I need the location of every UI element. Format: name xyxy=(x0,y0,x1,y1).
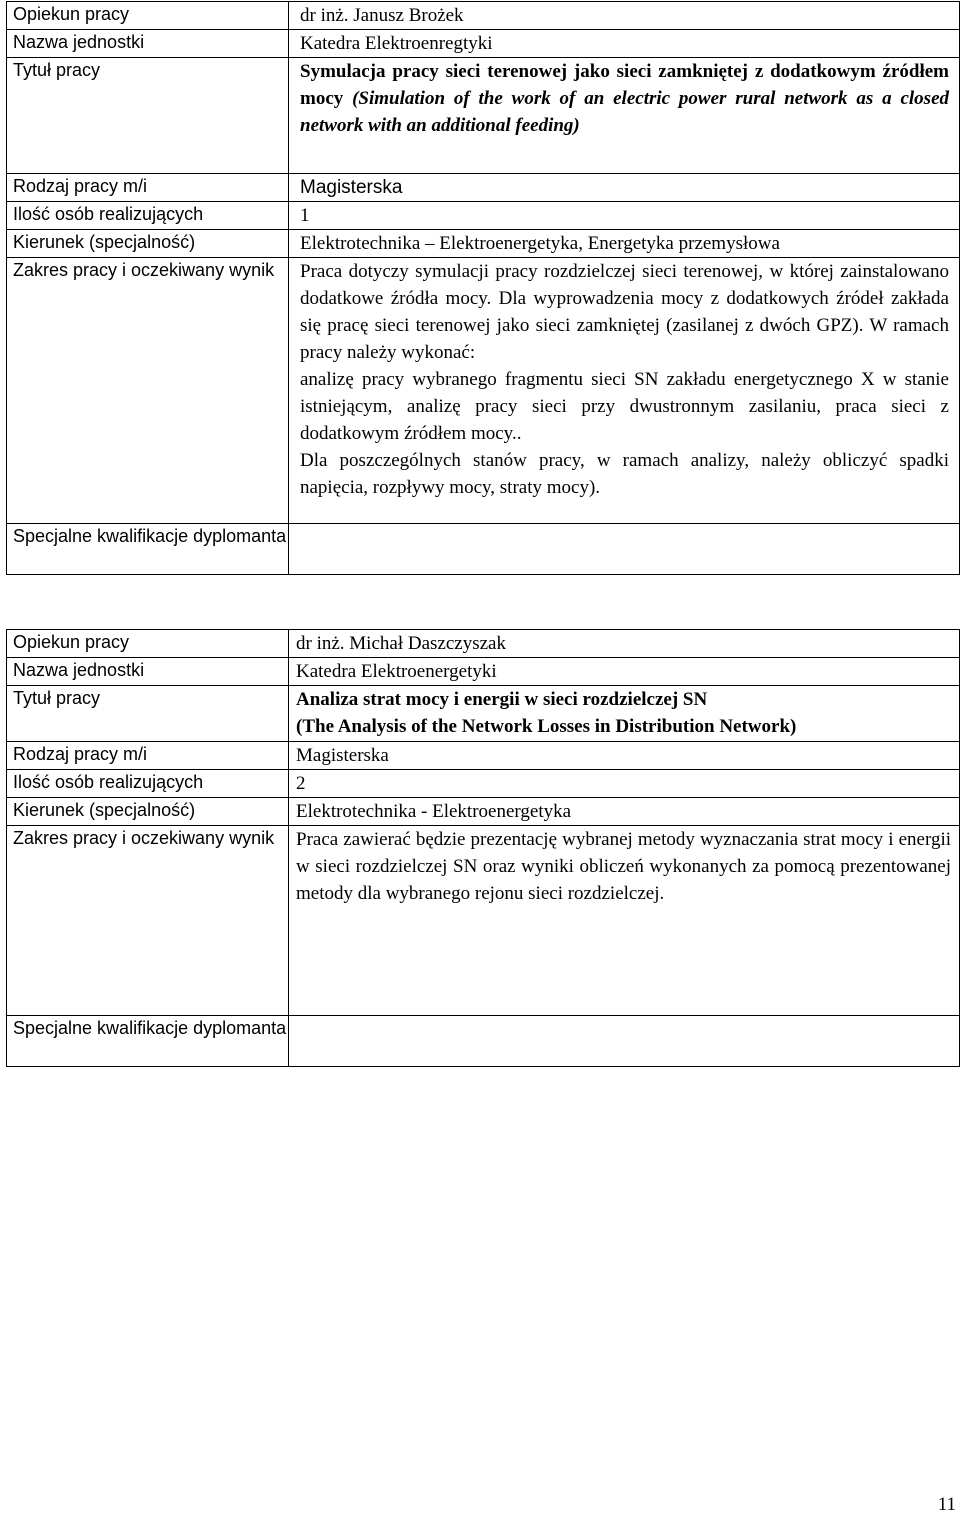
label-title: Tytuł pracy xyxy=(7,58,289,174)
value-type: Magisterska xyxy=(289,174,960,202)
value-persons: 2 xyxy=(289,770,960,798)
label-scope: Zakres pracy i oczekiwany wynik xyxy=(7,826,289,1016)
row-field xyxy=(7,230,960,258)
row-supervisor xyxy=(7,2,960,30)
row-type xyxy=(7,174,960,202)
label-title: Tytuł pracy xyxy=(7,686,289,742)
value-title xyxy=(289,58,960,174)
row-persons xyxy=(7,770,960,798)
label-field: Kierunek (specjalność) xyxy=(7,230,289,258)
value-field: Elektrotechnika - Elektroenergetyka xyxy=(289,798,960,826)
row-title xyxy=(7,686,960,742)
label-type: Rodzaj pracy m/i xyxy=(7,742,289,770)
title-english: (Simulation of the work of an electric power rural network as a closed network with an additional feeding) xyxy=(300,88,949,136)
row-title xyxy=(7,58,960,174)
value-title xyxy=(289,686,960,742)
label-qualifications: Specjalne kwalifikacje dyplomanta xyxy=(7,1016,289,1067)
value-qualifications xyxy=(289,524,960,575)
label-type: Rodzaj pracy m/i xyxy=(7,174,289,202)
thesis-card-1 xyxy=(6,1,960,575)
row-scope xyxy=(7,258,960,524)
row-qualifications xyxy=(7,524,960,575)
title-polish: Analiza strat mocy i energii w sieci rozdzielczej SN xyxy=(296,689,708,710)
label-supervisor: Opiekun pracy xyxy=(7,2,289,30)
row-scope xyxy=(7,826,960,1016)
value-type: Magisterska xyxy=(289,742,960,770)
thesis-card-2 xyxy=(6,629,960,1067)
scope-paragraph: Praca zawierać będzie prezentację wybranej metody wyznaczania strat mocy i energii w sieci rozdzielczej SN oraz wyniki obliczeń wykonanych za pomocą prezentowanej metody dla wybranego rejonu sieci rozdzielczej. xyxy=(296,829,951,904)
label-field: Kierunek (specjalność) xyxy=(7,798,289,826)
row-unit xyxy=(7,658,960,686)
label-unit: Nazwa jednostki xyxy=(7,30,289,58)
value-qualifications xyxy=(289,1016,960,1067)
value-unit: Katedra Elektroenergetyki xyxy=(289,658,960,686)
scope-paragraph: Praca dotyczy symulacji pracy rozdzielczej sieci terenowej, w której zainstalowano dodatkowe źródła mocy. Dla wyprowadzenia mocy z dodatkowych źródeł zakłada się pracę sieci terenowej jako sieci zamkniętej (zasilanej z dwóch GPZ). W ramach pracy należy wykonać: xyxy=(300,261,949,363)
row-persons xyxy=(7,202,960,230)
scope-paragraph: Dla poszczególnych stanów pracy, w ramach analizy, należy obliczyć spadki napięcia, rozpływy mocy, straty mocy). xyxy=(300,450,949,498)
title-english: (The Analysis of the Network Losses in Distribution Network) xyxy=(296,716,797,737)
page-number: 11 xyxy=(937,1494,956,1515)
row-unit xyxy=(7,30,960,58)
label-unit: Nazwa jednostki xyxy=(7,658,289,686)
label-persons: Ilość osób realizujących xyxy=(7,770,289,798)
value-supervisor: dr inż. Michał Daszczyszak xyxy=(289,630,960,658)
row-supervisor xyxy=(7,630,960,658)
value-scope xyxy=(289,826,960,1016)
row-field xyxy=(7,798,960,826)
value-field: Elektrotechnika – Elektroenergetyka, Energetyka przemysłowa xyxy=(289,230,960,258)
value-supervisor: dr inż. Janusz Brożek xyxy=(289,2,960,30)
value-unit: Katedra Elektroenregtyki xyxy=(289,30,960,58)
label-qualifications: Specjalne kwalifikacje dyplomanta xyxy=(7,524,289,575)
label-scope: Zakres pracy i oczekiwany wynik xyxy=(7,258,289,524)
value-scope xyxy=(289,258,960,524)
label-supervisor: Opiekun pracy xyxy=(7,630,289,658)
value-persons: 1 xyxy=(289,202,960,230)
title-polish: Symulacja pracy sieci terenowej jako sieci zamkniętej z dodatkowym źródłem mocy xyxy=(300,61,949,109)
label-persons: Ilość osób realizujących xyxy=(7,202,289,230)
row-type xyxy=(7,742,960,770)
scope-paragraph: analizę pracy wybranego fragmentu sieci SN zakładu energetycznego X w stanie istniejącym, analizę pracy sieci przy dwustronnym zasilaniu, praca sieci z dodatkowym źródłem mocy.. xyxy=(300,369,949,444)
row-qualifications xyxy=(7,1016,960,1067)
